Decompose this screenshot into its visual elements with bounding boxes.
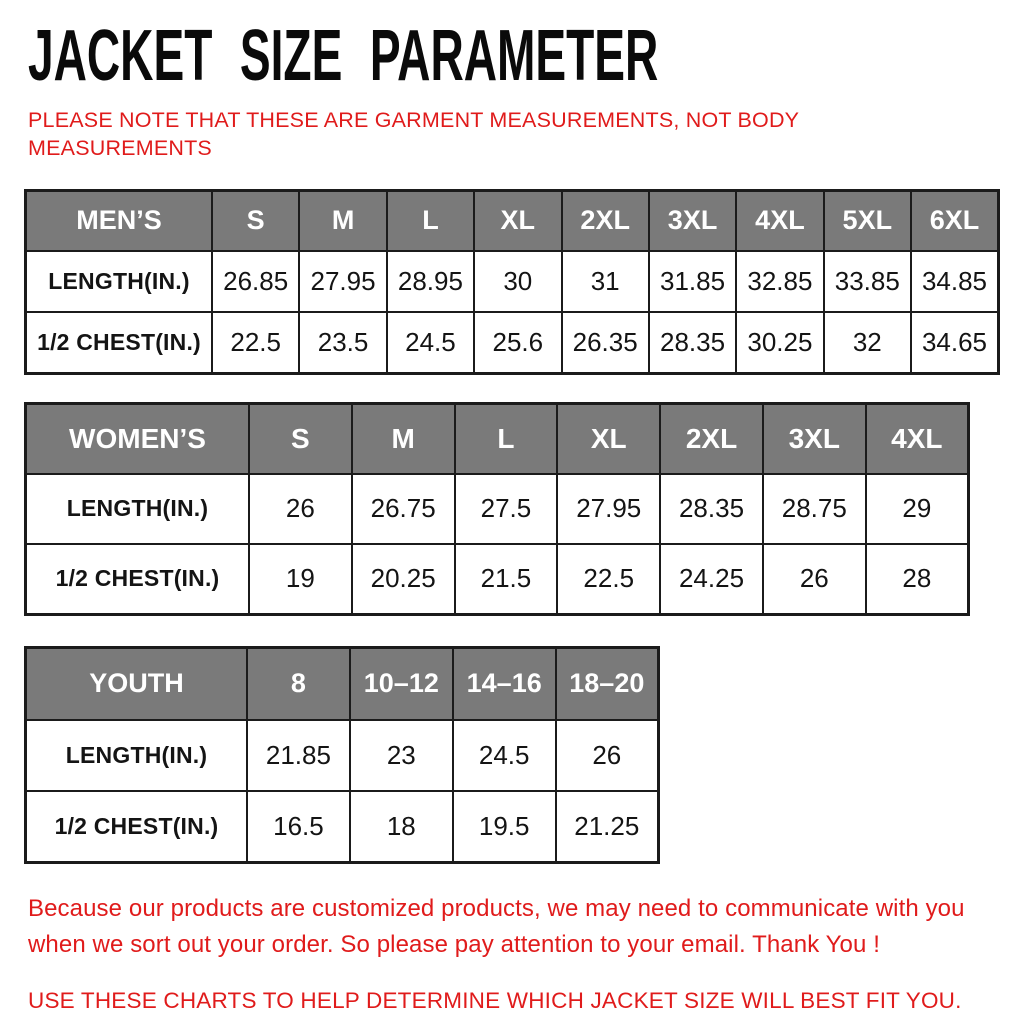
measurement-value-cell: 21.85: [247, 720, 350, 791]
table-row: [26, 720, 659, 791]
measurement-value-cell: 28.75: [763, 474, 866, 544]
measurement-value-cell: 27.5: [455, 474, 558, 544]
size-header-cell: XL: [474, 190, 561, 251]
measurement-value-cell: 23: [350, 720, 453, 791]
table-row: [26, 544, 969, 615]
size-header-cell: S: [212, 190, 299, 251]
measurement-value-cell: 21.25: [556, 791, 659, 863]
header-row: [26, 403, 969, 474]
size-header-cell: 3XL: [649, 190, 736, 251]
measurement-value-cell: 30: [474, 251, 561, 312]
measurement-value-cell: 22.5: [212, 312, 299, 374]
measurement-row-label: 1/2 CHEST(IN.): [26, 312, 213, 374]
header-row: [26, 190, 999, 251]
measurement-value-cell: 33.85: [824, 251, 911, 312]
size-header-cell: S: [249, 403, 352, 474]
measurement-value-cell: 28: [866, 544, 969, 615]
measurement-value-cell: 26: [763, 544, 866, 615]
table-row: [26, 474, 969, 544]
size-header-cell: 2XL: [660, 403, 763, 474]
measurement-value-cell: 26: [556, 720, 659, 791]
size-header-cell: XL: [557, 403, 660, 474]
size-header-cell: 2XL: [562, 190, 649, 251]
measurement-row-label: LENGTH(IN.): [26, 474, 250, 544]
measurement-value-cell: 23.5: [299, 312, 386, 374]
measurement-value-cell: 32: [824, 312, 911, 374]
size-header-cell: 8: [247, 647, 350, 720]
measurement-value-cell: 28.95: [387, 251, 474, 312]
measurement-value-cell: 31.85: [649, 251, 736, 312]
measurement-value-cell: 27.95: [299, 251, 386, 312]
size-header-cell: 18–20: [556, 647, 659, 720]
size-header-cell: 4XL: [866, 403, 969, 474]
measurement-value-cell: 25.6: [474, 312, 561, 374]
measurement-value-cell: 26.35: [562, 312, 649, 374]
size-header-cell: 10–12: [350, 647, 453, 720]
measurement-value-cell: 34.65: [911, 312, 999, 374]
size-header-cell: 3XL: [763, 403, 866, 474]
measurement-value-cell: 32.85: [736, 251, 823, 312]
measurement-value-cell: 24.25: [660, 544, 763, 615]
measurement-value-cell: 28.35: [660, 474, 763, 544]
measurement-value-cell: 26: [249, 474, 352, 544]
customization-notice: Because our products are customized products, we may need to communicate with you when we sort out your order. So please pay attention to your email. Thank You !: [28, 894, 965, 958]
measurement-row-label: 1/2 CHEST(IN.): [26, 544, 250, 615]
size-header-cell: L: [455, 403, 558, 474]
measurement-row-label: LENGTH(IN.): [26, 720, 248, 791]
table-row: [26, 312, 999, 374]
group-header-cell: WOMEN’S: [26, 403, 250, 474]
mens-size-table: [24, 189, 1000, 375]
measurement-value-cell: 20.25: [352, 544, 455, 615]
measurement-row-label: LENGTH(IN.): [26, 251, 213, 312]
measurement-value-cell: 27.95: [557, 474, 660, 544]
youth-size-table: [24, 646, 660, 864]
size-header-cell: 6XL: [911, 190, 999, 251]
measurement-value-cell: 29: [866, 474, 969, 544]
measurement-value-cell: 24.5: [453, 720, 556, 791]
measurement-row-label: 1/2 CHEST(IN.): [26, 791, 248, 863]
size-header-cell: M: [299, 190, 386, 251]
group-header-cell: MEN’S: [26, 190, 213, 251]
size-header-cell: 14–16: [453, 647, 556, 720]
measurement-value-cell: 26.85: [212, 251, 299, 312]
size-header-cell: 4XL: [736, 190, 823, 251]
measurement-value-cell: 28.35: [649, 312, 736, 374]
size-header-cell: M: [352, 403, 455, 474]
measurement-value-cell: 18: [350, 791, 453, 863]
table-row: [26, 251, 999, 312]
measurement-value-cell: 21.5: [455, 544, 558, 615]
measurement-value-cell: 22.5: [557, 544, 660, 615]
measurement-value-cell: 24.5: [387, 312, 474, 374]
measurement-value-cell: 19: [249, 544, 352, 615]
measurement-value-cell: 31: [562, 251, 649, 312]
garment-measurement-note: PLEASE NOTE THAT THESE ARE GARMENT MEASUREMENTS, NOT BODY MEASUREMENTS: [28, 108, 799, 161]
womens-size-table: [24, 402, 970, 616]
measurement-value-cell: 19.5: [453, 791, 556, 863]
header-row: [26, 647, 659, 720]
fit-advice: USE THESE CHARTS TO HELP DETERMINE WHICH JACKET SIZE WILL BEST FIT YOU.: [28, 987, 962, 1013]
size-header-cell: L: [387, 190, 474, 251]
page-title: JACKET SIZE PARAMETER: [28, 16, 659, 96]
table-row: [26, 791, 659, 863]
group-header-cell: YOUTH: [26, 647, 248, 720]
measurement-value-cell: 34.85: [911, 251, 999, 312]
measurement-value-cell: 30.25: [736, 312, 823, 374]
size-header-cell: 5XL: [824, 190, 911, 251]
measurement-value-cell: 26.75: [352, 474, 455, 544]
measurement-value-cell: 16.5: [247, 791, 350, 863]
